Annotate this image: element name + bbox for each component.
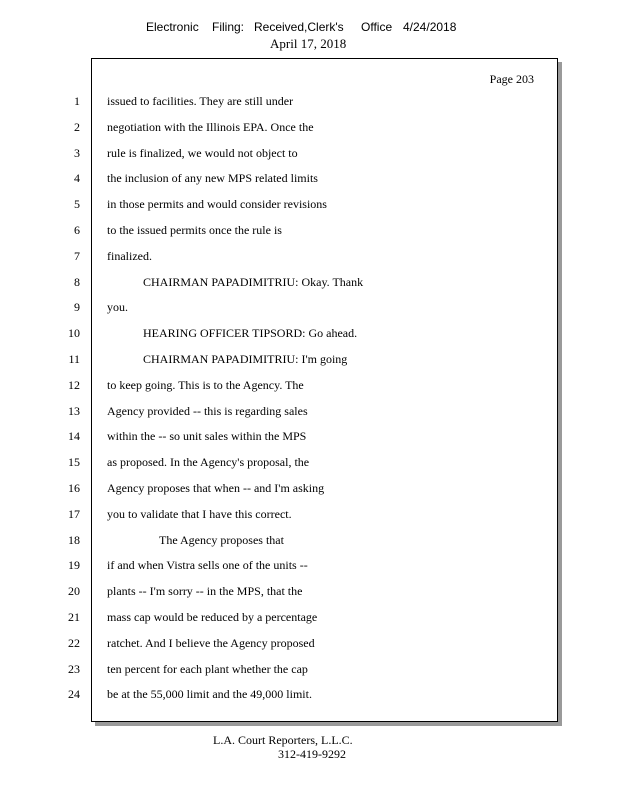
line-number: 6: [74, 223, 80, 237]
line-number: 21: [68, 610, 80, 624]
transcript-line: finalized.: [107, 249, 152, 263]
transcript-line: be at the 55,000 limit and the 49,000 limit.: [107, 687, 312, 701]
footer-phone: 312-419-9292: [278, 747, 346, 761]
transcript-line: rule is finalized, we would not object to: [107, 146, 298, 160]
transcript-line: the inclusion of any new MPS related limits: [107, 171, 318, 185]
transcript-line: HEARING OFFICER TIPSORD: Go ahead.: [143, 326, 358, 340]
filing-stamp-word: Office: [361, 20, 393, 34]
transcript-line: plants -- I'm sorry -- in the MPS, that the: [107, 584, 303, 598]
line-number: 9: [74, 300, 80, 314]
transcript-line: you to validate that I have this correct.: [107, 507, 292, 521]
transcript-line: if and when Vistra sells one of the units --: [107, 558, 308, 572]
line-number: 10: [68, 326, 80, 340]
line-number: 18: [68, 533, 80, 547]
transcript-line: as proposed. In the Agency's proposal, the: [107, 455, 310, 469]
line-number: 5: [74, 197, 80, 211]
line-number: 15: [68, 455, 80, 469]
line-number: 3: [74, 146, 80, 160]
transcript-line: in those permits and would consider revisions: [107, 197, 327, 211]
line-number: 7: [74, 249, 80, 263]
transcript-line: ratchet. And I believe the Agency proposed: [107, 636, 315, 650]
transcript-line: ten percent for each plant whether the cap: [107, 662, 308, 676]
filing-stamp-word: Filing:: [212, 20, 245, 34]
transcript-line: you.: [107, 300, 128, 314]
line-number: 14: [68, 429, 80, 443]
line-number: 2: [74, 120, 80, 134]
line-number: 11: [68, 352, 80, 366]
line-number: 1: [74, 94, 80, 108]
transcript-line: Agency proposes that when -- and I'm asking: [107, 481, 325, 495]
transcript-line: The Agency proposes that: [159, 533, 284, 547]
transcript-line: mass cap would be reduced by a percentage: [107, 610, 318, 624]
filing-stamp-date: 4/24/2018: [403, 20, 457, 34]
line-number: 12: [68, 378, 80, 392]
filing-stamp-word: Received,Clerk's: [254, 20, 344, 34]
line-number: 17: [68, 507, 80, 521]
hearing-date: April 17, 2018: [270, 36, 347, 51]
transcript-line: CHAIRMAN PAPADIMITRIU: I'm going: [143, 352, 348, 366]
line-number: 8: [74, 275, 80, 289]
transcript-line: issued to facilities. They are still under: [107, 94, 294, 108]
line-number: 13: [68, 404, 80, 418]
transcript-line: negotiation with the Illinois EPA. Once the: [107, 120, 314, 134]
transcript-line: to the issued permits once the rule is: [107, 223, 282, 237]
line-number: 22: [68, 636, 80, 650]
line-number: 24: [68, 687, 80, 701]
line-number: 19: [68, 558, 80, 572]
line-number: 4: [74, 171, 80, 185]
transcript-line: within the -- so unit sales within the MPS: [107, 429, 307, 443]
page-number: Page 203: [489, 72, 534, 86]
line-number: 23: [68, 662, 80, 676]
transcript-line: Agency provided -- this is regarding sales: [107, 404, 308, 418]
transcript-line: CHAIRMAN PAPADIMITRIU: Okay. Thank: [143, 275, 364, 289]
filing-stamp-word: Electronic: [146, 20, 199, 34]
line-number: 16: [68, 481, 80, 495]
line-number: 20: [68, 584, 80, 598]
transcript-line: to keep going. This is to the Agency. The: [107, 378, 304, 392]
footer-firm: L.A. Court Reporters, L.L.C.: [213, 733, 353, 747]
filing-stamp: [0, 20, 618, 36]
